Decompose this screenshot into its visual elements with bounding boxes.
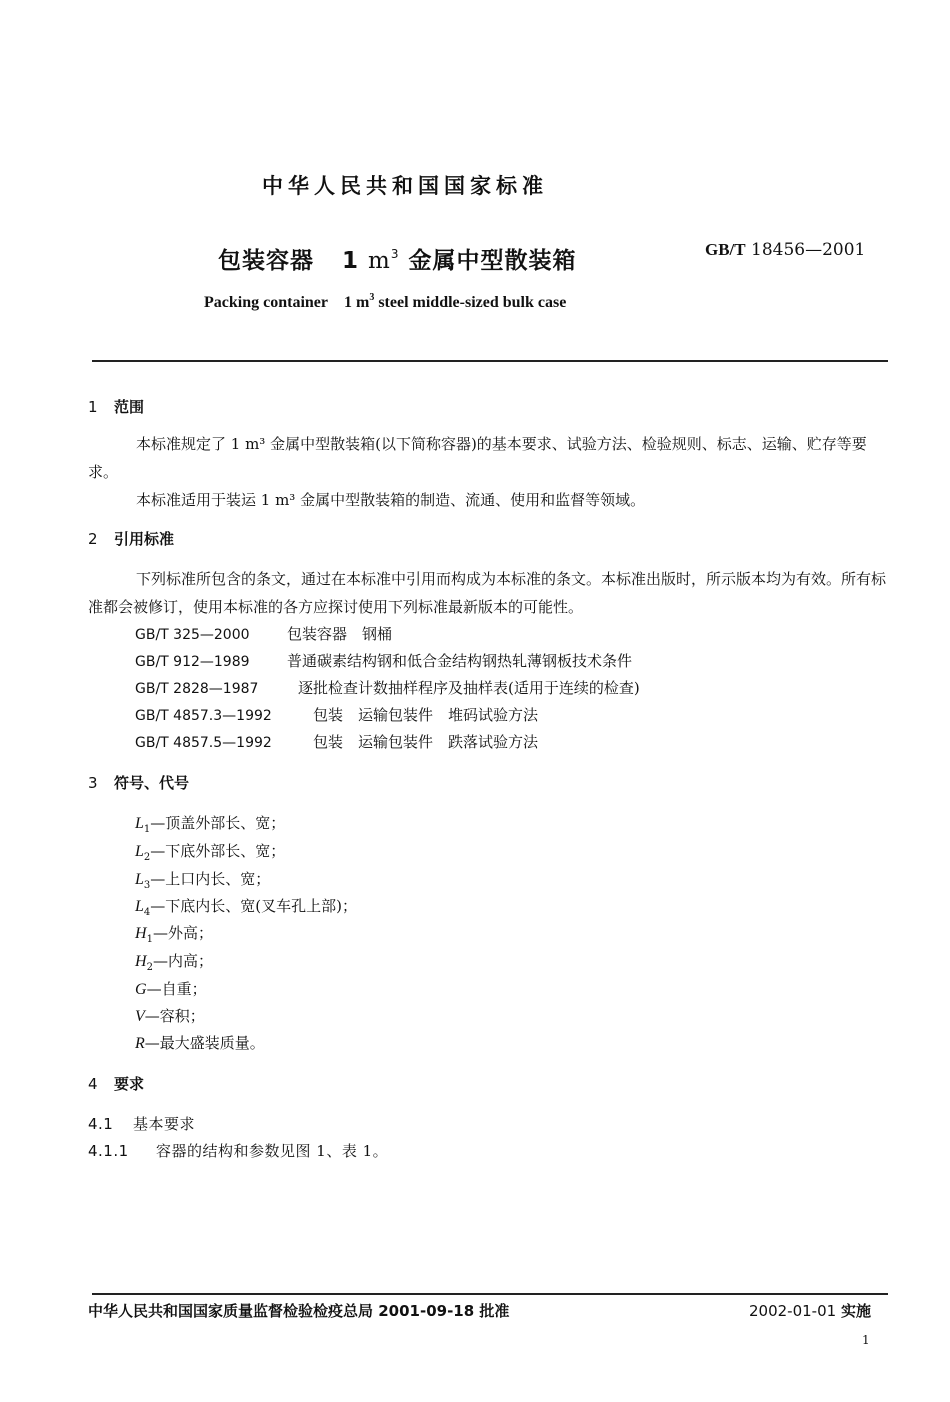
header-divider — [92, 360, 888, 362]
standard-code-number: 18456—2001 — [751, 240, 866, 260]
reference-title: 包装 运输包装件 跌落试验方法 — [313, 733, 539, 751]
section-4-title: 要求 — [114, 1075, 145, 1093]
symbol-description: —容积； — [144, 1007, 205, 1025]
section-3-number: 3 — [88, 774, 98, 792]
symbol-item — [135, 978, 207, 999]
national-standard-heading: 中华人民共和国国家标准 — [262, 174, 548, 198]
section-2-title: 引用标准 — [114, 530, 175, 548]
symbol-item — [135, 868, 270, 891]
symbol-letter: L — [135, 815, 144, 832]
symbol-subscript: 2 — [143, 852, 151, 863]
title-cn-exponent: 3 — [390, 247, 400, 261]
section-1-heading — [88, 396, 144, 417]
symbol-item — [135, 840, 285, 863]
reference-item — [135, 704, 538, 725]
symbol-subscript: 1 — [146, 934, 153, 945]
section-1-number: 1 — [88, 398, 98, 416]
effective-date-value: 2002-01-01 — [749, 1302, 837, 1320]
symbol-item — [135, 922, 213, 945]
reference-code: GB/T 912—1989 — [135, 654, 250, 670]
section-1-title: 范围 — [114, 398, 145, 416]
section-1-paragraph-1: 本标准规定了 1 m³ 金属中型散装箱(以下简称容器)的基本要求、试验方法、检验规则、标志、运输、贮存等要求。 — [88, 435, 867, 481]
symbol-subscript: 4 — [143, 907, 151, 918]
symbol-description: —下底外部长、宽； — [150, 842, 286, 860]
issuing-authority: 中华人民共和国国家质量监督检验检疫总局 2001-09-18 批准 — [88, 1302, 510, 1320]
reference-code: GB/T 4857.3—1992 — [135, 708, 272, 724]
document-title-cn — [218, 242, 577, 275]
effective-date-label: 实施 — [840, 1302, 871, 1320]
subsection-4-1-1 — [88, 1140, 388, 1161]
subsection-4-1-1-text: 容器的结构和参数见图 1、表 1。 — [156, 1142, 389, 1160]
title-cn-prefix: 包装容器 — [218, 248, 314, 274]
reference-title: 普通碳素结构钢和低合金结构钢热轧薄钢板技术条件 — [287, 652, 633, 670]
subsection-4-1 — [88, 1113, 195, 1134]
effective-date — [749, 1300, 871, 1321]
symbol-item — [135, 895, 357, 918]
reference-item — [135, 677, 640, 698]
symbol-subscript: 3 — [143, 880, 151, 891]
reference-item — [135, 731, 538, 752]
standard-code-prefix: GB/T — [705, 240, 746, 259]
section-4-heading — [88, 1073, 144, 1094]
symbol-subscript: 2 — [146, 962, 153, 973]
section-1-paragraph-2: 本标准适用于装运 1 m³ 金属中型散装箱的制造、流通、使用和监督等领域。 — [136, 491, 646, 509]
symbol-description: —下底内长、宽(叉车孔上部)； — [150, 897, 357, 915]
symbol-description: —最大盛装质量。 — [144, 1034, 265, 1052]
symbol-letter: L — [135, 898, 144, 915]
title-cn-suffix: 金属中型散装箱 — [408, 248, 577, 274]
symbol-description: —上口内长、宽； — [150, 870, 271, 888]
symbol-description: —外高； — [152, 924, 213, 942]
symbol-item — [135, 1005, 205, 1026]
page-number: 1 — [862, 1333, 870, 1347]
title-en-prefix: Packing container — [204, 294, 328, 311]
subsection-4-1-number: 4.1 — [88, 1115, 114, 1133]
symbol-letter: L — [135, 871, 144, 888]
symbol-description: —内高； — [152, 952, 213, 970]
symbol-item — [135, 1032, 265, 1053]
symbol-item — [135, 812, 285, 835]
reference-item — [135, 650, 632, 671]
reference-code: GB/T 4857.5—1992 — [135, 735, 272, 751]
reference-code: GB/T 325—2000 — [135, 627, 250, 643]
symbol-letter: G — [135, 981, 147, 998]
title-cn-unit: m — [368, 248, 391, 274]
document-title-en — [204, 292, 566, 312]
section-3-heading — [88, 772, 189, 793]
section-2-paragraph-1: 下列标准所包含的条文，通过在本标准中引用而构成为本标准的条文。本标准出版时，所示版本均为有效。所有标准都会被修订，使用本标准的各方应探讨使用下列标准最新版本的可能性。 — [88, 570, 887, 616]
symbol-item — [135, 950, 213, 973]
section-2-heading — [88, 528, 174, 549]
subsection-4-1-title: 基本要求 — [133, 1115, 196, 1133]
reference-title: 包装 运输包装件 堆码试验方法 — [313, 706, 539, 724]
symbol-letter: H — [135, 925, 147, 942]
section-4-number: 4 — [88, 1075, 98, 1093]
section-2-number: 2 — [88, 530, 98, 548]
symbol-subscript: 1 — [143, 824, 151, 835]
symbol-letter: L — [135, 843, 144, 860]
standard-code — [705, 240, 865, 260]
reference-item — [135, 623, 392, 644]
title-en-suffix: steel middle-sized bulk case — [378, 294, 567, 311]
footer-divider — [92, 1293, 888, 1295]
symbol-description: —自重； — [146, 980, 207, 998]
title-en-exponent: 3 — [369, 292, 375, 303]
symbol-description: —顶盖外部长、宽； — [150, 814, 286, 832]
reference-title: 包装容器 钢桶 — [287, 625, 393, 643]
title-cn-volume: 1 — [342, 248, 360, 274]
title-en-volume: 1 m — [344, 294, 370, 311]
subsection-4-1-1-number: 4.1.1 — [88, 1142, 129, 1160]
symbol-letter: R — [135, 1035, 145, 1052]
symbol-letter: H — [135, 953, 147, 970]
symbol-letter: V — [135, 1008, 145, 1025]
section-3-title: 符号、代号 — [114, 774, 190, 792]
reference-code: GB/T 2828—1987 — [135, 681, 259, 697]
reference-title: 逐批检查计数抽样程序及抽样表(适用于连续的检查) — [298, 679, 640, 697]
